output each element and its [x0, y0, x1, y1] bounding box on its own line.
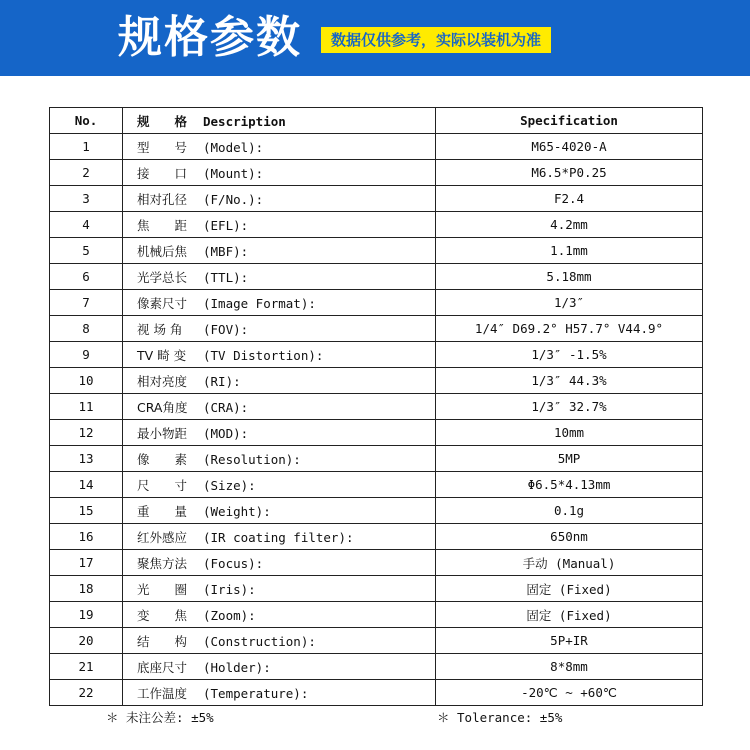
- row-description: [123, 316, 436, 342]
- row-description: [123, 628, 436, 654]
- row-specification: 手动 (Manual): [436, 550, 703, 576]
- row-description-cn: TV 畸 变: [137, 347, 187, 363]
- row-description-en: (Image Format):: [203, 295, 316, 311]
- row-number: 18: [50, 576, 123, 602]
- row-description-en: (MBF):: [203, 243, 249, 259]
- row-description-en: (CRA):: [203, 399, 249, 415]
- row-specification: Φ6.5*4.13mm: [436, 472, 703, 498]
- row-description: [123, 602, 436, 628]
- row-specification: 1.1mm: [436, 238, 703, 264]
- row-description-cn: 像素尺寸: [137, 295, 188, 311]
- row-description-cn: 相对亮度: [137, 373, 188, 389]
- table-row: [50, 576, 703, 602]
- tolerance-note-en: ＊ Tolerance: ±5%: [437, 710, 563, 725]
- table-row: [50, 134, 703, 160]
- table-row: [50, 316, 703, 342]
- row-description: [123, 238, 436, 264]
- row-specification: 1/3″ -1.5%: [436, 342, 703, 368]
- row-description-en: (Zoom):: [203, 607, 256, 623]
- row-description-en: (MOD):: [203, 425, 249, 441]
- row-description: [123, 212, 436, 238]
- table-row: [50, 368, 703, 394]
- row-number: 4: [50, 212, 123, 238]
- row-description: [123, 472, 436, 498]
- row-number: 2: [50, 160, 123, 186]
- row-description-en: (Iris):: [203, 581, 256, 597]
- row-description: [123, 446, 436, 472]
- row-description-en: (Mount):: [203, 165, 264, 181]
- row-description-en: (Holder):: [203, 659, 271, 675]
- row-description: [123, 186, 436, 212]
- row-number: 10: [50, 368, 123, 394]
- row-description-cn: 光学总长: [137, 269, 188, 285]
- row-number: 6: [50, 264, 123, 290]
- table-row: [50, 524, 703, 550]
- row-specification: 5MP: [436, 446, 703, 472]
- row-description-cn: 结 构: [137, 633, 188, 649]
- tolerance-note-cn: ＊ 未注公差: ±5%: [106, 710, 214, 725]
- table-row: [50, 446, 703, 472]
- table-row: [50, 654, 703, 680]
- row-description-en: (TV Distortion):: [203, 347, 324, 363]
- row-specification: 1/3″: [436, 290, 703, 316]
- table-row: [50, 680, 703, 706]
- table-row: [50, 342, 703, 368]
- row-specification: 4.2mm: [436, 212, 703, 238]
- disclaimer-badge: 数据仅供参考，实际以装机为准: [321, 27, 551, 53]
- column-header-en: Description: [203, 113, 286, 129]
- table-row: [50, 394, 703, 420]
- page-title: 规格参数: [118, 12, 302, 63]
- row-number: 16: [50, 524, 123, 550]
- row-description-en: (Temperature):: [203, 685, 309, 701]
- row-specification: 5.18mm: [436, 264, 703, 290]
- table-row: [50, 602, 703, 628]
- column-header-no: No.: [50, 108, 123, 134]
- row-description-cn: 聚焦方法: [137, 555, 188, 571]
- row-number: 13: [50, 446, 123, 472]
- row-description-cn: 底座尺寸: [137, 659, 188, 675]
- table-row: [50, 290, 703, 316]
- row-description: [123, 134, 436, 160]
- row-description-cn: 机械后焦: [137, 243, 188, 259]
- row-description-en: (Model):: [203, 139, 264, 155]
- row-number: 17: [50, 550, 123, 576]
- row-description-en: (Construction):: [203, 633, 316, 649]
- table-row: [50, 550, 703, 576]
- row-description-en: (TTL):: [203, 269, 249, 285]
- row-description: [123, 394, 436, 420]
- row-description: [123, 498, 436, 524]
- row-description-en: (Focus):: [203, 555, 264, 571]
- row-specification: 1/4″ D69.2° H57.7° V44.9°: [436, 316, 703, 342]
- row-description: [123, 680, 436, 706]
- row-description: [123, 342, 436, 368]
- row-description-cn: 型 号: [137, 139, 188, 155]
- row-description: [123, 160, 436, 186]
- row-description-en: (FOV):: [203, 321, 249, 337]
- row-description-cn: 红外感应: [137, 529, 188, 545]
- row-specification: M6.5*P0.25: [436, 160, 703, 186]
- row-description: [123, 420, 436, 446]
- row-number: 3: [50, 186, 123, 212]
- row-description: [123, 654, 436, 680]
- row-description: [123, 264, 436, 290]
- row-specification: 1/3″ 32.7%: [436, 394, 703, 420]
- row-description-en: (Resolution):: [203, 451, 301, 467]
- row-specification: 5P+IR: [436, 628, 703, 654]
- table-row: [50, 498, 703, 524]
- row-description-cn: 重 量: [137, 503, 188, 519]
- row-description-en: (F/No.):: [203, 191, 264, 207]
- row-specification: 0.1g: [436, 498, 703, 524]
- row-number: 15: [50, 498, 123, 524]
- row-description-cn: 工作温度: [137, 685, 188, 701]
- row-number: 11: [50, 394, 123, 420]
- column-header-specification: Specification: [436, 108, 703, 134]
- row-specification: 1/3″ 44.3%: [436, 368, 703, 394]
- row-specification: F2.4: [436, 186, 703, 212]
- row-description-cn: 视 场 角: [137, 321, 183, 337]
- row-number: 14: [50, 472, 123, 498]
- row-specification: 650nm: [436, 524, 703, 550]
- row-number: 12: [50, 420, 123, 446]
- row-description-en: (RI):: [203, 373, 241, 389]
- row-description-cn: 焦 距: [137, 217, 188, 233]
- row-description-en: (IR coating filter):: [203, 529, 354, 545]
- spec-table: [49, 107, 703, 706]
- row-number: 20: [50, 628, 123, 654]
- header-banner: [0, 0, 750, 76]
- table-row: [50, 212, 703, 238]
- row-description-en: (Size):: [203, 477, 256, 493]
- table-row: [50, 264, 703, 290]
- row-description-cn: 相对孔径: [137, 191, 188, 207]
- row-number: 1: [50, 134, 123, 160]
- column-header-cn: 规 格: [137, 113, 188, 129]
- table-header-row: [50, 108, 703, 134]
- table-row: [50, 186, 703, 212]
- row-number: 5: [50, 238, 123, 264]
- table-row: [50, 420, 703, 446]
- row-number: 22: [50, 680, 123, 706]
- row-description-cn: CRA角度: [137, 399, 188, 415]
- row-description-cn: 尺 寸: [137, 477, 188, 493]
- row-number: 8: [50, 316, 123, 342]
- row-specification: 8*8mm: [436, 654, 703, 680]
- table-row: [50, 160, 703, 186]
- row-description-en: (EFL):: [203, 217, 249, 233]
- column-header-description: [123, 108, 436, 134]
- row-specification: -20℃ ~ +60℃: [436, 680, 703, 706]
- row-description: [123, 290, 436, 316]
- row-description-cn: 变 焦: [137, 607, 188, 623]
- row-description: [123, 550, 436, 576]
- row-number: 7: [50, 290, 123, 316]
- row-description: [123, 576, 436, 602]
- row-description-cn: 最小物距: [137, 425, 188, 441]
- row-description-en: (Weight):: [203, 503, 271, 519]
- row-description-cn: 接 口: [137, 165, 188, 181]
- table-row: [50, 472, 703, 498]
- row-description-cn: 像 素: [137, 451, 188, 467]
- row-description: [123, 524, 436, 550]
- spec-table-body: [50, 134, 703, 706]
- row-description: [123, 368, 436, 394]
- row-number: 9: [50, 342, 123, 368]
- table-row: [50, 238, 703, 264]
- row-description-cn: 光 圈: [137, 581, 188, 597]
- row-specification: 固定 (Fixed): [436, 576, 703, 602]
- table-row: [50, 628, 703, 654]
- row-number: 21: [50, 654, 123, 680]
- row-number: 19: [50, 602, 123, 628]
- row-specification: M65-4020-A: [436, 134, 703, 160]
- row-specification: 固定 (Fixed): [436, 602, 703, 628]
- row-specification: 10mm: [436, 420, 703, 446]
